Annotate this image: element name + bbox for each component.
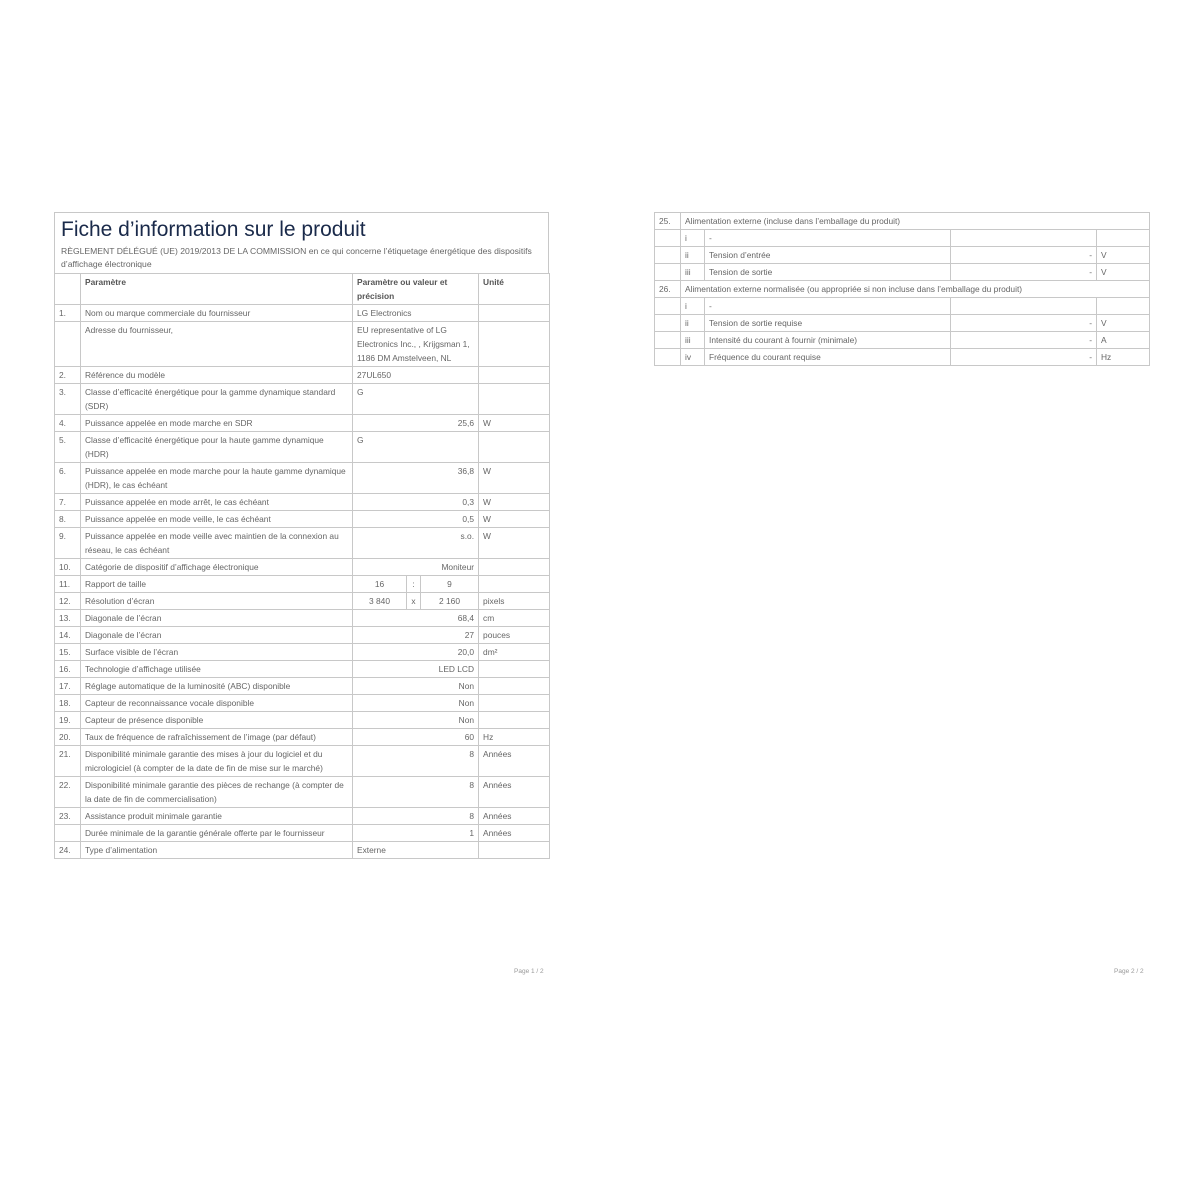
- section-number: 25.: [655, 213, 681, 230]
- table-row: [55, 384, 550, 415]
- row-unit: A: [1097, 332, 1150, 349]
- row-unit: W: [479, 494, 550, 511]
- row-number: 15.: [55, 644, 81, 661]
- table-row: [55, 463, 550, 494]
- row-value: -: [951, 349, 1097, 366]
- table-row: [655, 230, 1150, 247]
- document-title: Fiche d’information sur le produit: [61, 218, 366, 241]
- row-number: 1.: [55, 305, 81, 322]
- table-row: [55, 322, 550, 367]
- table-row: [55, 712, 550, 729]
- row-number: 14.: [55, 627, 81, 644]
- table-row: [55, 661, 550, 678]
- row-value: 8: [353, 808, 479, 825]
- row-index: ii: [681, 247, 705, 264]
- header-cell-number: [55, 274, 81, 305]
- row-value: LED LCD: [353, 661, 479, 678]
- row-parameter: Assistance produit minimale garantie: [81, 808, 353, 825]
- row-number: 19.: [55, 712, 81, 729]
- row-parameter: Catégorie de dispositif d’affichage électronique: [81, 559, 353, 576]
- table-row: [55, 746, 550, 777]
- row-parameter: Classe d’efficacité énergétique pour la haute gamme dynamique (HDR): [81, 432, 353, 463]
- row-value: -: [951, 264, 1097, 281]
- table-row: [55, 695, 550, 712]
- row-value: 68,4: [353, 610, 479, 627]
- row-parameter: Disponibilité minimale garantie des pièces de rechange (à compter de la date de fin de commercialisation): [81, 777, 353, 808]
- row-value: Non: [353, 695, 479, 712]
- row-value: Non: [353, 678, 479, 695]
- row-parameter: Technologie d’affichage utilisée: [81, 661, 353, 678]
- row-value: -: [951, 247, 1097, 264]
- table-row: [55, 644, 550, 661]
- row-number: 18.: [55, 695, 81, 712]
- row-value: [951, 230, 1097, 247]
- row-value: -: [951, 332, 1097, 349]
- row-number: [55, 825, 81, 842]
- row-spacer: [655, 264, 681, 281]
- row-number: 23.: [55, 808, 81, 825]
- table-row: [55, 678, 550, 695]
- row-unit: [479, 576, 550, 593]
- row-index: ii: [681, 315, 705, 332]
- row-value: 36,8: [353, 463, 479, 494]
- row-parameter: Capteur de présence disponible: [81, 712, 353, 729]
- row-index: iv: [681, 349, 705, 366]
- row-unit: V: [1097, 264, 1150, 281]
- section-number: 26.: [655, 281, 681, 298]
- table-row: [55, 627, 550, 644]
- row-unit: [479, 367, 550, 384]
- row-unit: [479, 695, 550, 712]
- row-unit: [479, 842, 550, 859]
- row-value: 25,6: [353, 415, 479, 432]
- row-parameter: Disponibilité minimale garantie des mises à jour du logiciel et du micrologiciel (à compter de la date de fin de mise sur le marché): [81, 746, 353, 777]
- row-parameter: Fréquence du courant requise: [705, 349, 951, 366]
- row-index: iii: [681, 264, 705, 281]
- row-unit: Années: [479, 808, 550, 825]
- row-index: i: [681, 298, 705, 315]
- row-spacer: [655, 332, 681, 349]
- row-number: 20.: [55, 729, 81, 746]
- row-unit: V: [1097, 247, 1150, 264]
- row-parameter: Nom ou marque commerciale du fournisseur: [81, 305, 353, 322]
- row-number: 21.: [55, 746, 81, 777]
- row-number: 4.: [55, 415, 81, 432]
- table-header-row: [55, 274, 550, 305]
- row-parameter: Tension d’entrée: [705, 247, 951, 264]
- row-parameter: Puissance appelée en mode veille avec maintien de la connexion au réseau, le cas échéant: [81, 528, 353, 559]
- row-value: 0,3: [353, 494, 479, 511]
- row-number: 17.: [55, 678, 81, 695]
- row-unit: [479, 305, 550, 322]
- row-parameter: Puissance appelée en mode marche en SDR: [81, 415, 353, 432]
- row-unit: [479, 322, 550, 367]
- row-unit: pixels: [479, 593, 550, 610]
- row-value: 1: [353, 825, 479, 842]
- row-value: 60: [353, 729, 479, 746]
- row-number: 2.: [55, 367, 81, 384]
- row-index: i: [681, 230, 705, 247]
- section-title: Alimentation externe normalisée (ou appropriée si non incluse dans l’emballage du produit): [681, 281, 1150, 298]
- row-spacer: [655, 298, 681, 315]
- row-number: 3.: [55, 384, 81, 415]
- row-parameter: Tension de sortie: [705, 264, 951, 281]
- row-parameter: Diagonale de l’écran: [81, 627, 353, 644]
- regulation-text: RÈGLEMENT DÉLÉGUÉ (UE) 2019/2013 DE LA COMMISSION en ce qui concerne l’étiquetage énergétique des dispositifs d’affichage électronique: [61, 246, 532, 269]
- table-row: [655, 349, 1150, 366]
- row-value-a: 3 840: [353, 593, 407, 610]
- table-row: [55, 528, 550, 559]
- row-value-separator: :: [407, 576, 421, 593]
- row-unit: Années: [479, 777, 550, 808]
- row-spacer: [655, 230, 681, 247]
- row-number: 22.: [55, 777, 81, 808]
- row-number: 13.: [55, 610, 81, 627]
- row-value: 0,5: [353, 511, 479, 528]
- row-value: 8: [353, 746, 479, 777]
- row-parameter: Réglage automatique de la luminosité (ABC) disponible: [81, 678, 353, 695]
- row-parameter: Puissance appelée en mode arrêt, le cas échéant: [81, 494, 353, 511]
- row-number: 9.: [55, 528, 81, 559]
- row-value: G: [353, 384, 479, 415]
- row-unit: [479, 712, 550, 729]
- row-unit: [479, 559, 550, 576]
- table-row: [655, 315, 1150, 332]
- row-value: Moniteur: [353, 559, 479, 576]
- row-parameter: Capteur de reconnaissance vocale disponible: [81, 695, 353, 712]
- row-parameter: -: [705, 230, 951, 247]
- row-unit: W: [479, 511, 550, 528]
- table-row: [55, 415, 550, 432]
- row-value-a: 16: [353, 576, 407, 593]
- row-value: Externe: [353, 842, 479, 859]
- table-row: [55, 432, 550, 463]
- row-value: 8: [353, 777, 479, 808]
- document-page-1: [54, 212, 549, 859]
- row-number: 7.: [55, 494, 81, 511]
- table-row: [55, 367, 550, 384]
- row-spacer: [655, 315, 681, 332]
- row-parameter: Intensité du courant à fournir (minimale): [705, 332, 951, 349]
- row-unit: W: [479, 415, 550, 432]
- section-header-row: [655, 213, 1150, 230]
- table-row: [55, 610, 550, 627]
- table-row: [655, 264, 1150, 281]
- row-value: s.o.: [353, 528, 479, 559]
- row-value-b: 9: [421, 576, 479, 593]
- section-header-row: [655, 281, 1150, 298]
- row-number: 6.: [55, 463, 81, 494]
- table-row: [655, 298, 1150, 315]
- row-value: EU representative of LG Electronics Inc., , Krijgsman 1, 1186 DM Amstelveen, NL: [353, 322, 479, 367]
- row-parameter: Classe d’efficacité énergétique pour la gamme dynamique standard (SDR): [81, 384, 353, 415]
- row-parameter: Diagonale de l’écran: [81, 610, 353, 627]
- row-unit: Années: [479, 746, 550, 777]
- row-value: -: [951, 315, 1097, 332]
- title-box: [54, 212, 549, 273]
- row-parameter: Référence du modèle: [81, 367, 353, 384]
- row-unit: [1097, 298, 1150, 315]
- row-unit: pouces: [479, 627, 550, 644]
- product-info-table: [54, 273, 550, 859]
- row-parameter: Puissance appelée en mode marche pour la haute gamme dynamique (HDR), le cas échéant: [81, 463, 353, 494]
- table-row: [55, 593, 550, 610]
- row-value: 27: [353, 627, 479, 644]
- table-row: [55, 559, 550, 576]
- row-number: [55, 322, 81, 367]
- table-row: [655, 247, 1150, 264]
- row-parameter: Taux de fréquence de rafraîchissement de l’image (par défaut): [81, 729, 353, 746]
- row-number: 11.: [55, 576, 81, 593]
- row-parameter: Type d’alimentation: [81, 842, 353, 859]
- table-row: [55, 777, 550, 808]
- row-unit: [479, 678, 550, 695]
- row-value: G: [353, 432, 479, 463]
- row-unit: W: [479, 463, 550, 494]
- row-value-b: 2 160: [421, 593, 479, 610]
- row-number: 5.: [55, 432, 81, 463]
- table-row: [55, 825, 550, 842]
- row-number: 12.: [55, 593, 81, 610]
- row-parameter: Adresse du fournisseur,: [81, 322, 353, 367]
- row-unit: Hz: [1097, 349, 1150, 366]
- row-value: [951, 298, 1097, 315]
- table-row: [55, 511, 550, 528]
- row-parameter: Rapport de taille: [81, 576, 353, 593]
- table-row: [655, 332, 1150, 349]
- page-number-2: Page 2 / 2: [1114, 968, 1144, 975]
- header-unit: Unité: [479, 274, 550, 305]
- table-row: [55, 576, 550, 593]
- row-number: 8.: [55, 511, 81, 528]
- row-spacer: [655, 349, 681, 366]
- row-parameter: -: [705, 298, 951, 315]
- row-parameter: Tension de sortie requise: [705, 315, 951, 332]
- row-unit: dm²: [479, 644, 550, 661]
- document-page-2: [654, 212, 1149, 366]
- section-title: Alimentation externe (incluse dans l’emballage du produit): [681, 213, 1150, 230]
- row-number: 24.: [55, 842, 81, 859]
- table-row: [55, 305, 550, 322]
- header-value: Paramètre ou valeur et précision: [353, 274, 479, 305]
- table-row: [55, 729, 550, 746]
- row-unit: [479, 432, 550, 463]
- row-unit: [479, 661, 550, 678]
- row-parameter: Résolution d’écran: [81, 593, 353, 610]
- row-index: iii: [681, 332, 705, 349]
- row-unit: [479, 384, 550, 415]
- row-parameter: Puissance appelée en mode veille, le cas échéant: [81, 511, 353, 528]
- row-unit: cm: [479, 610, 550, 627]
- row-parameter: Durée minimale de la garantie générale offerte par le fournisseur: [81, 825, 353, 842]
- row-spacer: [655, 247, 681, 264]
- power-supply-table: [654, 212, 1150, 366]
- row-value-separator: x: [407, 593, 421, 610]
- row-unit: Années: [479, 825, 550, 842]
- header-parameter: Paramètre: [81, 274, 353, 305]
- row-number: 10.: [55, 559, 81, 576]
- row-value: 20,0: [353, 644, 479, 661]
- table-row: [55, 842, 550, 859]
- row-unit: Hz: [479, 729, 550, 746]
- table-row: [55, 808, 550, 825]
- row-unit: [1097, 230, 1150, 247]
- row-parameter: Surface visible de l’écran: [81, 644, 353, 661]
- page-number-1: Page 1 / 2: [514, 968, 544, 975]
- row-value: Non: [353, 712, 479, 729]
- row-unit: W: [479, 528, 550, 559]
- row-value: 27UL650: [353, 367, 479, 384]
- row-value: LG Electronics: [353, 305, 479, 322]
- row-unit: V: [1097, 315, 1150, 332]
- table-row: [55, 494, 550, 511]
- row-number: 16.: [55, 661, 81, 678]
